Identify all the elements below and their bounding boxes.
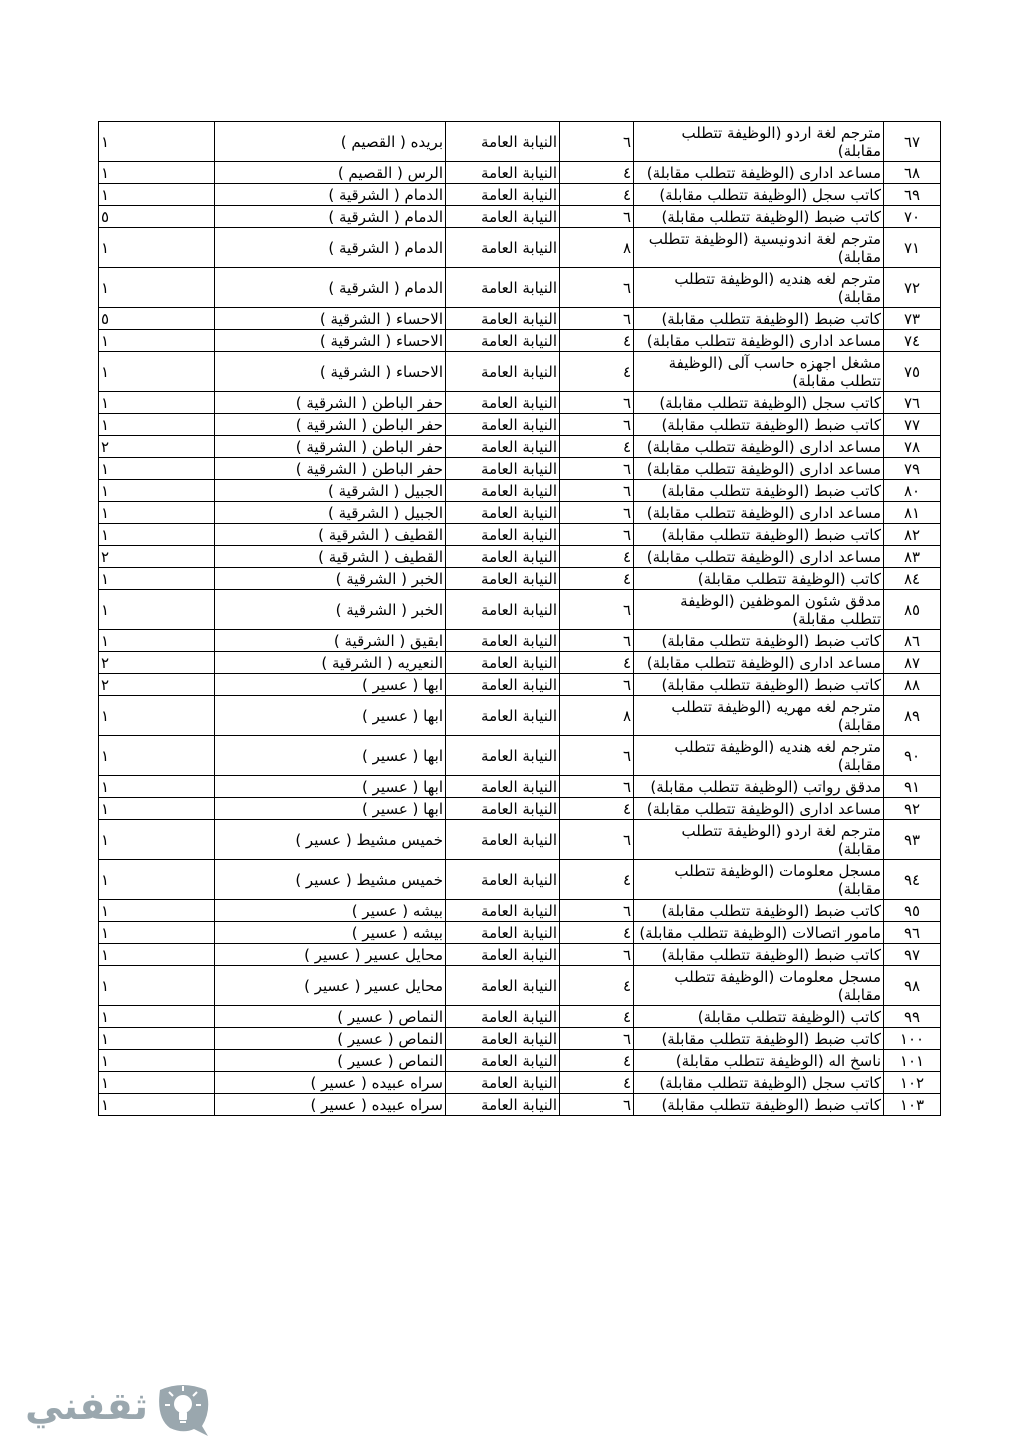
department-cell: النيابة العامة xyxy=(446,776,560,798)
job-title-cell: كاتب ضبط (الوظيفة تتطلب مقابلة) xyxy=(634,630,884,652)
department-cell: النيابة العامة xyxy=(446,900,560,922)
job-title-cell: مساعد ادارى (الوظيفة تتطلب مقابلة) xyxy=(634,546,884,568)
job-title-cell: مشغل اجهزه حاسب آلى (الوظيفة تتطلب مقابلة) xyxy=(634,352,884,392)
table-row xyxy=(99,184,941,206)
table-row xyxy=(99,1006,941,1028)
job-title-cell: مترجم لغة اندونيسية (الوظيفة تتطلب مقابلة) xyxy=(634,228,884,268)
position-count-cell: ١ xyxy=(99,1072,215,1094)
position-count-cell: ١ xyxy=(99,798,215,820)
row-number-cell: ٩٧ xyxy=(884,944,941,966)
job-grade-cell: ٨ xyxy=(560,228,634,268)
table-row xyxy=(99,652,941,674)
job-title-cell: كاتب سجل (الوظيفة تتطلب مقابلة) xyxy=(634,184,884,206)
department-cell: النيابة العامة xyxy=(446,458,560,480)
city-region-cell: القطيف ( الشرقية ) xyxy=(215,524,446,546)
lightbulb-icon xyxy=(154,1382,212,1438)
department-cell: النيابة العامة xyxy=(446,674,560,696)
position-count-cell: ١ xyxy=(99,122,215,162)
table-row xyxy=(99,900,941,922)
row-number-cell: ١٠٢ xyxy=(884,1072,941,1094)
table-row xyxy=(99,736,941,776)
job-title-cell: مترجم لغه مهريه (الوظيفة تتطلب مقابلة) xyxy=(634,696,884,736)
job-title-cell: مدقق شئون الموظفين (الوظيفة تتطلب مقابلة) xyxy=(634,590,884,630)
job-title-cell: كاتب ضبط (الوظيفة تتطلب مقابلة) xyxy=(634,900,884,922)
job-grade-cell: ٦ xyxy=(560,776,634,798)
job-title-cell: كاتب ضبط (الوظيفة تتطلب مقابلة) xyxy=(634,308,884,330)
position-count-cell: ١ xyxy=(99,1006,215,1028)
row-number-cell: ٨٢ xyxy=(884,524,941,546)
job-grade-cell: ٤ xyxy=(560,352,634,392)
position-count-cell: ١ xyxy=(99,1028,215,1050)
job-title-cell: مساعد ادارى (الوظيفة تتطلب مقابلة) xyxy=(634,652,884,674)
city-region-cell: بيشه ( عسير ) xyxy=(215,922,446,944)
table-row xyxy=(99,1050,941,1072)
job-grade-cell: ٤ xyxy=(560,436,634,458)
table-row xyxy=(99,502,941,524)
logo-text: ثقفني xyxy=(25,1384,148,1428)
job-grade-cell: ٤ xyxy=(560,922,634,944)
position-count-cell: ١ xyxy=(99,944,215,966)
department-cell: النيابة العامة xyxy=(446,798,560,820)
table-row xyxy=(99,590,941,630)
department-cell: النيابة العامة xyxy=(446,1028,560,1050)
position-count-cell: ١ xyxy=(99,776,215,798)
row-number-cell: ١٠٣ xyxy=(884,1094,941,1116)
table-row xyxy=(99,820,941,860)
city-region-cell: الجبيل ( الشرقية ) xyxy=(215,502,446,524)
city-region-cell: سراه عبيده ( عسير ) xyxy=(215,1072,446,1094)
position-count-cell: ١ xyxy=(99,966,215,1006)
job-title-cell: مساعد ادارى (الوظيفة تتطلب مقابلة) xyxy=(634,502,884,524)
job-title-cell: كاتب ضبط (الوظيفة تتطلب مقابلة) xyxy=(634,1094,884,1116)
row-number-cell: ٧٨ xyxy=(884,436,941,458)
job-title-cell: كاتب سجل (الوظيفة تتطلب مقابلة) xyxy=(634,1072,884,1094)
job-grade-cell: ٤ xyxy=(560,546,634,568)
position-count-cell: ١ xyxy=(99,330,215,352)
table-row xyxy=(99,414,941,436)
position-count-cell: ١ xyxy=(99,392,215,414)
job-grade-cell: ٤ xyxy=(560,798,634,820)
job-grade-cell: ٦ xyxy=(560,900,634,922)
position-count-cell: ١ xyxy=(99,480,215,502)
department-cell: النيابة العامة xyxy=(446,568,560,590)
row-number-cell: ٦٩ xyxy=(884,184,941,206)
row-number-cell: ٧٣ xyxy=(884,308,941,330)
row-number-cell: ٧٥ xyxy=(884,352,941,392)
table-row xyxy=(99,568,941,590)
city-region-cell: ابها ( عسير ) xyxy=(215,674,446,696)
row-number-cell: ٧١ xyxy=(884,228,941,268)
position-count-cell: ٢ xyxy=(99,652,215,674)
job-title-cell: مترجم لغه هنديه (الوظيفة تتطلب مقابلة) xyxy=(634,268,884,308)
job-title-cell: كاتب ضبط (الوظيفة تتطلب مقابلة) xyxy=(634,1028,884,1050)
city-region-cell: خميس مشيط ( عسير ) xyxy=(215,860,446,900)
job-grade-cell: ٦ xyxy=(560,480,634,502)
job-title-cell: مساعد ادارى (الوظيفة تتطلب مقابلة) xyxy=(634,458,884,480)
row-number-cell: ٨٨ xyxy=(884,674,941,696)
department-cell: النيابة العامة xyxy=(446,228,560,268)
job-grade-cell: ٦ xyxy=(560,944,634,966)
position-count-cell: ١ xyxy=(99,1050,215,1072)
position-count-cell: ٢ xyxy=(99,674,215,696)
row-number-cell: ٨٥ xyxy=(884,590,941,630)
department-cell: النيابة العامة xyxy=(446,330,560,352)
table-row xyxy=(99,922,941,944)
job-title-cell: كاتب ضبط (الوظيفة تتطلب مقابلة) xyxy=(634,206,884,228)
job-grade-cell: ٦ xyxy=(560,674,634,696)
city-region-cell: ابقيق ( الشرقية ) xyxy=(215,630,446,652)
row-number-cell: ٩٢ xyxy=(884,798,941,820)
job-title-cell: مترجم لغة اردو (الوظيفة تتطلب مقابلة) xyxy=(634,122,884,162)
row-number-cell: ٨٦ xyxy=(884,630,941,652)
position-count-cell: ١ xyxy=(99,736,215,776)
job-title-cell: مساعد ادارى (الوظيفة تتطلب مقابلة) xyxy=(634,330,884,352)
department-cell: النيابة العامة xyxy=(446,436,560,458)
job-grade-cell: ٤ xyxy=(560,162,634,184)
table-row xyxy=(99,480,941,502)
city-region-cell: النماص ( عسير ) xyxy=(215,1006,446,1028)
position-count-cell: ١ xyxy=(99,162,215,184)
row-number-cell: ٨٣ xyxy=(884,546,941,568)
row-number-cell: ٨٩ xyxy=(884,696,941,736)
city-region-cell: الدمام ( الشرقية ) xyxy=(215,184,446,206)
site-logo[interactable] xyxy=(25,1378,218,1440)
job-grade-cell: ٦ xyxy=(560,392,634,414)
job-grade-cell: ٦ xyxy=(560,590,634,630)
job-title-cell: مساعد ادارى (الوظيفة تتطلب مقابلة) xyxy=(634,436,884,458)
job-grade-cell: ٦ xyxy=(560,630,634,652)
row-number-cell: ٨٧ xyxy=(884,652,941,674)
table-row xyxy=(99,524,941,546)
city-region-cell: الدمام ( الشرقية ) xyxy=(215,268,446,308)
position-count-cell: ١ xyxy=(99,228,215,268)
job-title-cell: كاتب (الوظيفة تتطلب مقابلة) xyxy=(634,1006,884,1028)
position-count-cell: ١ xyxy=(99,268,215,308)
table-row xyxy=(99,696,941,736)
row-number-cell: ٧٤ xyxy=(884,330,941,352)
job-grade-cell: ٨ xyxy=(560,696,634,736)
position-count-cell: ٥ xyxy=(99,206,215,228)
row-number-cell: ٧٦ xyxy=(884,392,941,414)
row-number-cell: ١٠٠ xyxy=(884,1028,941,1050)
table-row xyxy=(99,206,941,228)
department-cell: النيابة العامة xyxy=(446,162,560,184)
table-row xyxy=(99,162,941,184)
row-number-cell: ٩١ xyxy=(884,776,941,798)
row-number-cell: ٩٣ xyxy=(884,820,941,860)
city-region-cell: الخبر ( الشرقية ) xyxy=(215,568,446,590)
table-row xyxy=(99,674,941,696)
department-cell: النيابة العامة xyxy=(446,546,560,568)
department-cell: النيابة العامة xyxy=(446,268,560,308)
table-row xyxy=(99,352,941,392)
department-cell: النيابة العامة xyxy=(446,206,560,228)
city-region-cell: الاحساء ( الشرقية ) xyxy=(215,308,446,330)
table-row xyxy=(99,330,941,352)
table-row xyxy=(99,1094,941,1116)
department-cell: النيابة العامة xyxy=(446,308,560,330)
position-count-cell: ١ xyxy=(99,696,215,736)
row-number-cell: ٧٩ xyxy=(884,458,941,480)
department-cell: النيابة العامة xyxy=(446,922,560,944)
job-grade-cell: ٦ xyxy=(560,308,634,330)
department-cell: النيابة العامة xyxy=(446,1094,560,1116)
job-grade-cell: ٤ xyxy=(560,568,634,590)
job-grade-cell: ٦ xyxy=(560,1094,634,1116)
table-row xyxy=(99,860,941,900)
row-number-cell: ١٠١ xyxy=(884,1050,941,1072)
job-title-cell: كاتب (الوظيفة تتطلب مقابلة) xyxy=(634,568,884,590)
city-region-cell: الاحساء ( الشرقية ) xyxy=(215,330,446,352)
job-title-cell: مترجم لغة اردو (الوظيفة تتطلب مقابلة) xyxy=(634,820,884,860)
job-grade-cell: ٤ xyxy=(560,1006,634,1028)
job-title-cell: مترجم لغه هنديه (الوظيفة تتطلب مقابلة) xyxy=(634,736,884,776)
job-title-cell: كاتب ضبط (الوظيفة تتطلب مقابلة) xyxy=(634,944,884,966)
city-region-cell: الجبيل ( الشرقية ) xyxy=(215,480,446,502)
table-row xyxy=(99,268,941,308)
city-region-cell: الخبر ( الشرقية ) xyxy=(215,590,446,630)
table-row xyxy=(99,776,941,798)
table-row xyxy=(99,308,941,330)
job-grade-cell: ٤ xyxy=(560,860,634,900)
position-count-cell: ١ xyxy=(99,860,215,900)
row-number-cell: ٧٧ xyxy=(884,414,941,436)
position-count-cell: ١ xyxy=(99,922,215,944)
job-grade-cell: ٦ xyxy=(560,1028,634,1050)
position-count-cell: ١ xyxy=(99,568,215,590)
department-cell: النيابة العامة xyxy=(446,944,560,966)
city-region-cell: القطيف ( الشرقية ) xyxy=(215,546,446,568)
table-row xyxy=(99,228,941,268)
table-row xyxy=(99,546,941,568)
table-row xyxy=(99,436,941,458)
table-row xyxy=(99,1072,941,1094)
position-count-cell: ١ xyxy=(99,630,215,652)
city-region-cell: سراه عبيده ( عسير ) xyxy=(215,1094,446,1116)
department-cell: النيابة العامة xyxy=(446,696,560,736)
row-number-cell: ٨٠ xyxy=(884,480,941,502)
city-region-cell: ابها ( عسير ) xyxy=(215,736,446,776)
department-cell: النيابة العامة xyxy=(446,414,560,436)
position-count-cell: ١ xyxy=(99,524,215,546)
city-region-cell: محايل عسير ( عسير ) xyxy=(215,966,446,1006)
position-count-cell: ٥ xyxy=(99,308,215,330)
city-region-cell: النماص ( عسير ) xyxy=(215,1028,446,1050)
department-cell: النيابة العامة xyxy=(446,860,560,900)
row-number-cell: ٩٦ xyxy=(884,922,941,944)
job-grade-cell: ٤ xyxy=(560,1050,634,1072)
department-cell: النيابة العامة xyxy=(446,1006,560,1028)
position-count-cell: ١ xyxy=(99,1094,215,1116)
job-title-cell: كاتب ضبط (الوظيفة تتطلب مقابلة) xyxy=(634,524,884,546)
city-region-cell: ابها ( عسير ) xyxy=(215,696,446,736)
department-cell: النيابة العامة xyxy=(446,630,560,652)
department-cell: النيابة العامة xyxy=(446,820,560,860)
city-region-cell: بريده ( القصيم ) xyxy=(215,122,446,162)
table-row xyxy=(99,944,941,966)
city-region-cell: بيشه ( عسير ) xyxy=(215,900,446,922)
job-grade-cell: ٦ xyxy=(560,458,634,480)
job-title-cell: كاتب ضبط (الوظيفة تتطلب مقابلة) xyxy=(634,674,884,696)
job-grade-cell: ٦ xyxy=(560,524,634,546)
job-title-cell: مسجل معلومات (الوظيفة تتطلب مقابلة) xyxy=(634,860,884,900)
row-number-cell: ٧٢ xyxy=(884,268,941,308)
position-count-cell: ١ xyxy=(99,502,215,524)
job-grade-cell: ٦ xyxy=(560,268,634,308)
job-title-cell: مساعد ادارى (الوظيفة تتطلب مقابلة) xyxy=(634,798,884,820)
department-cell: النيابة العامة xyxy=(446,736,560,776)
table-row xyxy=(99,392,941,414)
city-region-cell: النعيريه ( الشرقية ) xyxy=(215,652,446,674)
city-region-cell: النماص ( عسير ) xyxy=(215,1050,446,1072)
row-number-cell: ٦٧ xyxy=(884,122,941,162)
department-cell: النيابة العامة xyxy=(446,1072,560,1094)
city-region-cell: الرس ( القصيم ) xyxy=(215,162,446,184)
position-count-cell: ١ xyxy=(99,458,215,480)
job-grade-cell: ٤ xyxy=(560,330,634,352)
job-title-cell: كاتب ضبط (الوظيفة تتطلب مقابلة) xyxy=(634,414,884,436)
table-row xyxy=(99,798,941,820)
department-cell: النيابة العامة xyxy=(446,1050,560,1072)
job-grade-cell: ٤ xyxy=(560,184,634,206)
job-grade-cell: ٦ xyxy=(560,206,634,228)
row-number-cell: ٧٠ xyxy=(884,206,941,228)
city-region-cell: خميس مشيط ( عسير ) xyxy=(215,820,446,860)
job-title-cell: مامور اتصالات (الوظيفة تتطلب مقابلة) xyxy=(634,922,884,944)
job-title-cell: مدقق رواتب (الوظيفة تتطلب مقابلة) xyxy=(634,776,884,798)
city-region-cell: حفر الباطن ( الشرقية ) xyxy=(215,458,446,480)
row-number-cell: ٩٤ xyxy=(884,860,941,900)
city-region-cell: الاحساء ( الشرقية ) xyxy=(215,352,446,392)
department-cell: النيابة العامة xyxy=(446,122,560,162)
position-count-cell: ٢ xyxy=(99,436,215,458)
job-grade-cell: ٤ xyxy=(560,652,634,674)
position-count-cell: ١ xyxy=(99,820,215,860)
department-cell: النيابة العامة xyxy=(446,652,560,674)
job-grade-cell: ٦ xyxy=(560,820,634,860)
department-cell: النيابة العامة xyxy=(446,184,560,206)
city-region-cell: ابها ( عسير ) xyxy=(215,776,446,798)
table-row xyxy=(99,966,941,1006)
city-region-cell: حفر الباطن ( الشرقية ) xyxy=(215,436,446,458)
row-number-cell: ٩٩ xyxy=(884,1006,941,1028)
position-count-cell: ١ xyxy=(99,900,215,922)
job-grade-cell: ٤ xyxy=(560,1072,634,1094)
job-title-cell: مسجل معلومات (الوظيفة تتطلب مقابلة) xyxy=(634,966,884,1006)
job-title-cell: ناسخ اله (الوظيفة تتطلب مقابلة) xyxy=(634,1050,884,1072)
job-grade-cell: ٦ xyxy=(560,122,634,162)
city-region-cell: محايل عسير ( عسير ) xyxy=(215,944,446,966)
department-cell: النيابة العامة xyxy=(446,590,560,630)
table-row xyxy=(99,1028,941,1050)
job-grade-cell: ٦ xyxy=(560,414,634,436)
position-count-cell: ١ xyxy=(99,184,215,206)
job-title-cell: كاتب ضبط (الوظيفة تتطلب مقابلة) xyxy=(634,480,884,502)
table-row xyxy=(99,458,941,480)
row-number-cell: ٩٠ xyxy=(884,736,941,776)
job-title-cell: مساعد ادارى (الوظيفة تتطلب مقابلة) xyxy=(634,162,884,184)
job-grade-cell: ٦ xyxy=(560,736,634,776)
row-number-cell: ٨٤ xyxy=(884,568,941,590)
city-region-cell: ابها ( عسير ) xyxy=(215,798,446,820)
position-count-cell: ٢ xyxy=(99,546,215,568)
job-title-cell: كاتب سجل (الوظيفة تتطلب مقابلة) xyxy=(634,392,884,414)
row-number-cell: ٩٥ xyxy=(884,900,941,922)
city-region-cell: الدمام ( الشرقية ) xyxy=(215,228,446,268)
city-region-cell: حفر الباطن ( الشرقية ) xyxy=(215,414,446,436)
department-cell: النيابة العامة xyxy=(446,392,560,414)
department-cell: النيابة العامة xyxy=(446,352,560,392)
city-region-cell: الدمام ( الشرقية ) xyxy=(215,206,446,228)
job-grade-cell: ٦ xyxy=(560,502,634,524)
department-cell: النيابة العامة xyxy=(446,502,560,524)
row-number-cell: ٨١ xyxy=(884,502,941,524)
table-row xyxy=(99,122,941,162)
jobs-table-body xyxy=(99,122,941,1116)
position-count-cell: ١ xyxy=(99,352,215,392)
department-cell: النيابة العامة xyxy=(446,966,560,1006)
position-count-cell: ١ xyxy=(99,590,215,630)
table-row xyxy=(99,630,941,652)
job-grade-cell: ٤ xyxy=(560,966,634,1006)
department-cell: النيابة العامة xyxy=(446,480,560,502)
jobs-table xyxy=(98,121,941,1116)
row-number-cell: ٦٨ xyxy=(884,162,941,184)
position-count-cell: ١ xyxy=(99,414,215,436)
row-number-cell: ٩٨ xyxy=(884,966,941,1006)
department-cell: النيابة العامة xyxy=(446,524,560,546)
city-region-cell: حفر الباطن ( الشرقية ) xyxy=(215,392,446,414)
